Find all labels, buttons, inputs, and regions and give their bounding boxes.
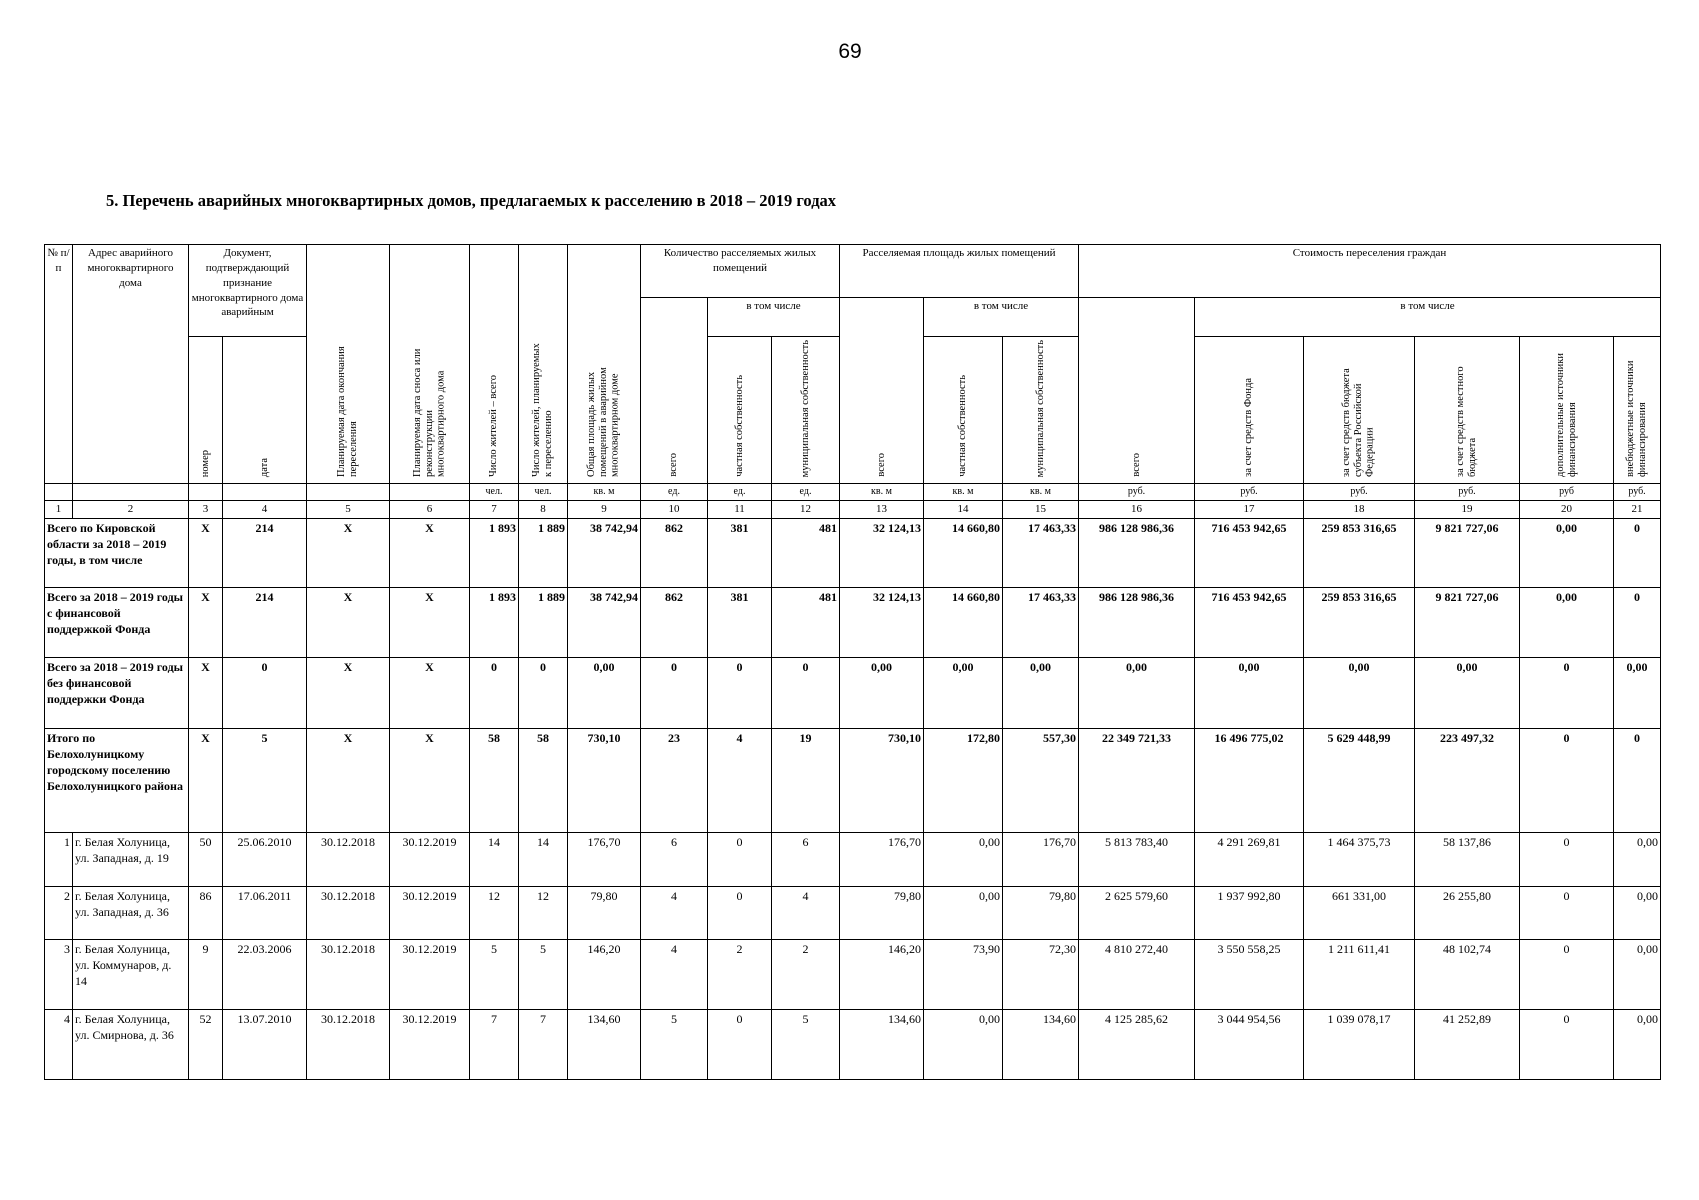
cell: 146,20	[568, 939, 641, 1009]
cell: 1 889	[519, 518, 568, 587]
col-num: 16	[1079, 500, 1195, 518]
cell: 0	[708, 886, 772, 939]
col-num: 13	[840, 500, 924, 518]
cell: 52	[189, 1009, 223, 1079]
cell: 0,00	[1614, 832, 1661, 886]
row-index: 3	[45, 939, 73, 1009]
unit-cell: кв. м	[1003, 484, 1079, 501]
cell: 214	[223, 587, 307, 657]
cell: 58	[470, 728, 519, 832]
cell: 17.06.2011	[223, 886, 307, 939]
cell: 4 810 272,40	[1079, 939, 1195, 1009]
cell: 0	[519, 657, 568, 728]
cell: X	[307, 587, 390, 657]
header-doc-date: дата	[223, 337, 307, 484]
row-index: 1	[45, 832, 73, 886]
cell: 5	[641, 1009, 708, 1079]
header-cost-local: за счет средств местного бюджета	[1415, 337, 1520, 484]
cell: 79,80	[568, 886, 641, 939]
cell: 30.12.2018	[307, 939, 390, 1009]
header-count-incl: в том числе	[708, 298, 840, 337]
cell: 14 660,80	[924, 518, 1003, 587]
units-row	[45, 484, 1661, 501]
cell: 0,00	[924, 832, 1003, 886]
unit-cell: руб.	[1614, 484, 1661, 501]
cell: X	[307, 518, 390, 587]
cell: 214	[223, 518, 307, 587]
unit-cell: ед.	[641, 484, 708, 501]
house-row	[45, 832, 1661, 886]
cell: 381	[708, 518, 772, 587]
cell: 0	[223, 657, 307, 728]
column-number-row	[45, 500, 1661, 518]
house-address: г. Белая Холуница, ул. Западная, д. 19	[73, 832, 189, 886]
cell: 0	[772, 657, 840, 728]
col-num: 21	[1614, 500, 1661, 518]
header-count-total: всего	[641, 298, 708, 484]
cell: X	[189, 587, 223, 657]
cell: 0,00	[1614, 657, 1661, 728]
header-address: Адрес аварийного многоквартирного дома	[73, 245, 189, 484]
cell: 14 660,80	[924, 587, 1003, 657]
cell: 0,00	[568, 657, 641, 728]
col-num: 5	[307, 500, 390, 518]
cell: 30.12.2018	[307, 832, 390, 886]
cell: 73,90	[924, 939, 1003, 1009]
header-cost-additional: дополнительные источники финансирования	[1520, 337, 1614, 484]
cell: 223 497,32	[1415, 728, 1520, 832]
cell: 79,80	[1003, 886, 1079, 939]
cell: 0	[1520, 1009, 1614, 1079]
col-num: 9	[568, 500, 641, 518]
cell: 12	[519, 886, 568, 939]
header-premises-area: Расселяемая площадь жилых помещений	[840, 245, 1079, 298]
cell: 30.12.2019	[390, 1009, 470, 1079]
cell: 134,60	[568, 1009, 641, 1079]
cell: X	[189, 728, 223, 832]
cell: 0	[1520, 886, 1614, 939]
cell: 176,70	[840, 832, 924, 886]
cell: 4	[641, 886, 708, 939]
col-num: 2	[73, 500, 189, 518]
cell: 1 893	[470, 587, 519, 657]
col-num: 7	[470, 500, 519, 518]
cell: 0	[708, 832, 772, 886]
cell: 23	[641, 728, 708, 832]
cell: 58	[519, 728, 568, 832]
cell: 0,00	[1614, 886, 1661, 939]
cell: 4	[708, 728, 772, 832]
unit-cell: руб.	[1415, 484, 1520, 501]
cell: 0	[1614, 518, 1661, 587]
cell: 661 331,00	[1304, 886, 1415, 939]
cell: 259 853 316,65	[1304, 518, 1415, 587]
house-row	[45, 939, 1661, 1009]
unit-cell: руб	[1520, 484, 1614, 501]
cell: 0,00	[1079, 657, 1195, 728]
cell: 38 742,94	[568, 518, 641, 587]
cell: X	[390, 728, 470, 832]
col-num: 6	[390, 500, 470, 518]
col-num: 10	[641, 500, 708, 518]
house-row	[45, 886, 1661, 939]
cell: X	[307, 657, 390, 728]
cell: 9	[189, 939, 223, 1009]
unit-cell: кв. м	[840, 484, 924, 501]
header-residents-total: Число жителей – всего	[470, 245, 519, 484]
header-cost-subject: за счет средств бюджета субъекта Российской Федерации	[1304, 337, 1415, 484]
cell: 38 742,94	[568, 587, 641, 657]
cell: 0,00	[840, 657, 924, 728]
header-total-area: Общая площадь жилых помещений в аварийном многоквартирном доме	[568, 245, 641, 484]
cell: 14	[519, 832, 568, 886]
cell: X	[390, 518, 470, 587]
col-num: 20	[1520, 500, 1614, 518]
header-area-private: частная собственность	[924, 337, 1003, 484]
cell: 0	[1520, 832, 1614, 886]
cell: 176,70	[1003, 832, 1079, 886]
header-doc-number: номер	[189, 337, 223, 484]
cell: 86	[189, 886, 223, 939]
unit-cell: ед.	[708, 484, 772, 501]
document-title: 5. Перечень аварийных многоквартирных домов, предлагаемых к расселению в 2018 – 2019 годах	[106, 191, 837, 210]
header-cost-incl: в том числе	[1195, 298, 1661, 337]
cell: 2	[772, 939, 840, 1009]
header-cost: Стоимость переселения граждан	[1079, 245, 1661, 298]
cell: 30.12.2018	[307, 1009, 390, 1079]
cell: 22 349 721,33	[1079, 728, 1195, 832]
cell: X	[390, 657, 470, 728]
unit-cell: кв. м	[568, 484, 641, 501]
col-num: 17	[1195, 500, 1304, 518]
cell: 176,70	[568, 832, 641, 886]
cell: 7	[470, 1009, 519, 1079]
cell: X	[390, 587, 470, 657]
cell: 0	[1614, 587, 1661, 657]
col-num: 11	[708, 500, 772, 518]
header-planned-end: Планируемая дата окончания переселения	[307, 245, 390, 484]
cell: 986 128 986,36	[1079, 518, 1195, 587]
cell: 32 124,13	[840, 518, 924, 587]
cell: 79,80	[840, 886, 924, 939]
cell: 0,00	[1415, 657, 1520, 728]
row-index: 2	[45, 886, 73, 939]
cell: 0	[1520, 728, 1614, 832]
cell: 0	[641, 657, 708, 728]
cell: 26 255,80	[1415, 886, 1520, 939]
cell: 1 937 992,80	[1195, 886, 1304, 939]
cell: 986 128 986,36	[1079, 587, 1195, 657]
cell: 4	[772, 886, 840, 939]
cell: 862	[641, 587, 708, 657]
cell: 5	[519, 939, 568, 1009]
cell: 0	[470, 657, 519, 728]
summary-label: Всего по Кировской области за 2018 – 2019 годы, в том числе	[45, 518, 189, 587]
cell: 0	[1520, 657, 1614, 728]
summary-label: Всего за 2018 – 2019 годы без финансовой поддержки Фонда	[45, 657, 189, 728]
unit-cell: руб.	[1195, 484, 1304, 501]
cell: 2 625 579,60	[1079, 886, 1195, 939]
col-num: 3	[189, 500, 223, 518]
unit-cell: руб.	[1304, 484, 1415, 501]
cell: 381	[708, 587, 772, 657]
cell: 0,00	[1520, 587, 1614, 657]
cell: 134,60	[840, 1009, 924, 1079]
summary-label: Итого по Белохолуницкому городскому поселению Белохолуницкого района	[45, 728, 189, 832]
summary-label: Всего за 2018 – 2019 годы с финансовой поддержкой Фонда	[45, 587, 189, 657]
cell: 22.03.2006	[223, 939, 307, 1009]
col-num: 8	[519, 500, 568, 518]
cell: 30.12.2019	[390, 832, 470, 886]
cell: 0,00	[924, 657, 1003, 728]
unit-cell: кв. м	[924, 484, 1003, 501]
house-address: г. Белая Холуница, ул. Смирнова, д. 36	[73, 1009, 189, 1079]
cell: X	[189, 518, 223, 587]
cell: 5	[772, 1009, 840, 1079]
cell: 730,10	[840, 728, 924, 832]
cell: 1 893	[470, 518, 519, 587]
summary-row-with-fund	[45, 587, 1661, 657]
cell: 30.12.2019	[390, 939, 470, 1009]
cell: 0	[1614, 728, 1661, 832]
col-num: 12	[772, 500, 840, 518]
header-area-total: всего	[840, 298, 924, 484]
cell: 19	[772, 728, 840, 832]
header-count-municipal: муниципальная собственность	[772, 337, 840, 484]
cell: 6	[641, 832, 708, 886]
header-area-incl: в том числе	[924, 298, 1079, 337]
header-residents-planned: Число жителей, планируемых к переселению	[519, 245, 568, 484]
cell: 41 252,89	[1415, 1009, 1520, 1079]
cell: 17 463,33	[1003, 587, 1079, 657]
summary-row-settlement	[45, 728, 1661, 832]
cell: 4	[641, 939, 708, 1009]
cell: 0,00	[1614, 939, 1661, 1009]
cell: 5	[223, 728, 307, 832]
cell: 4 125 285,62	[1079, 1009, 1195, 1079]
cell: 72,30	[1003, 939, 1079, 1009]
cell: 5 813 783,40	[1079, 832, 1195, 886]
cell: 0	[708, 1009, 772, 1079]
cell: 58 137,86	[1415, 832, 1520, 886]
cell: 1 211 611,41	[1304, 939, 1415, 1009]
cell: 134,60	[1003, 1009, 1079, 1079]
col-num: 19	[1415, 500, 1520, 518]
cell: 32 124,13	[840, 587, 924, 657]
header-num: № п/п	[45, 245, 73, 484]
cell: 557,30	[1003, 728, 1079, 832]
header-premises-count: Количество расселяемых жилых помещений	[641, 245, 840, 298]
cell: X	[307, 728, 390, 832]
cell: 146,20	[840, 939, 924, 1009]
unit-cell: ед.	[772, 484, 840, 501]
cell: 0,00	[924, 1009, 1003, 1079]
cell: 30.12.2018	[307, 886, 390, 939]
header-row-1	[45, 245, 1661, 298]
header-cost-fund: за счет средств Фонда	[1195, 337, 1304, 484]
header-cost-total: всего	[1079, 298, 1195, 484]
cell: 0	[708, 657, 772, 728]
cell: 1 889	[519, 587, 568, 657]
col-num: 14	[924, 500, 1003, 518]
cell: 14	[470, 832, 519, 886]
cell: 0,00	[924, 886, 1003, 939]
cell: 17 463,33	[1003, 518, 1079, 587]
cell: 259 853 316,65	[1304, 587, 1415, 657]
house-row	[45, 1009, 1661, 1079]
cell: 481	[772, 587, 840, 657]
cell: 1 039 078,17	[1304, 1009, 1415, 1079]
cell: 730,10	[568, 728, 641, 832]
cell: 12	[470, 886, 519, 939]
col-num: 1	[45, 500, 73, 518]
summary-row-without-fund	[45, 657, 1661, 728]
cell: 2	[708, 939, 772, 1009]
cell: 716 453 942,65	[1195, 587, 1304, 657]
cell: 0,00	[1195, 657, 1304, 728]
cell: 6	[772, 832, 840, 886]
col-num: 18	[1304, 500, 1415, 518]
relocation-table	[44, 244, 1661, 1080]
cell: 50	[189, 832, 223, 886]
cell: 7	[519, 1009, 568, 1079]
house-address: г. Белая Холуница, ул. Западная, д. 36	[73, 886, 189, 939]
cell: 5 629 448,99	[1304, 728, 1415, 832]
cell: 4 291 269,81	[1195, 832, 1304, 886]
cell: 48 102,74	[1415, 939, 1520, 1009]
header-planned-demolition: Планируемая дата сноса или реконструкции многоквартирного дома	[390, 245, 470, 484]
cell: 1 464 375,73	[1304, 832, 1415, 886]
cell: 25.06.2010	[223, 832, 307, 886]
page-number: 69	[838, 40, 862, 63]
cell: 13.07.2010	[223, 1009, 307, 1079]
cell: 716 453 942,65	[1195, 518, 1304, 587]
house-address: г. Белая Холуница, ул. Коммунаров, д. 14	[73, 939, 189, 1009]
cell: 0,00	[1614, 1009, 1661, 1079]
cell: 9 821 727,06	[1415, 518, 1520, 587]
summary-row-total	[45, 518, 1661, 587]
cell: 0,00	[1520, 518, 1614, 587]
unit-cell: чел.	[470, 484, 519, 501]
cell: 16 496 775,02	[1195, 728, 1304, 832]
col-num: 4	[223, 500, 307, 518]
cell: 0,00	[1304, 657, 1415, 728]
header-document: Документ, подтверждающий признание многоквартирного дома аварийным	[189, 245, 307, 337]
cell: 862	[641, 518, 708, 587]
cell: 9 821 727,06	[1415, 587, 1520, 657]
cell: 481	[772, 518, 840, 587]
row-index: 4	[45, 1009, 73, 1079]
header-area-municipal: муниципальная собственность	[1003, 337, 1079, 484]
header-cost-extrabudget: внебюджетные источники финансирования	[1614, 337, 1661, 484]
unit-cell: чел.	[519, 484, 568, 501]
col-num: 15	[1003, 500, 1079, 518]
cell: 172,80	[924, 728, 1003, 832]
cell: 0	[1520, 939, 1614, 1009]
cell: 5	[470, 939, 519, 1009]
cell: 30.12.2019	[390, 886, 470, 939]
cell: X	[189, 657, 223, 728]
cell: 3 550 558,25	[1195, 939, 1304, 1009]
unit-cell: руб.	[1079, 484, 1195, 501]
cell: 3 044 954,56	[1195, 1009, 1304, 1079]
header-count-private: частная собственность	[708, 337, 772, 484]
cell: 0,00	[1003, 657, 1079, 728]
